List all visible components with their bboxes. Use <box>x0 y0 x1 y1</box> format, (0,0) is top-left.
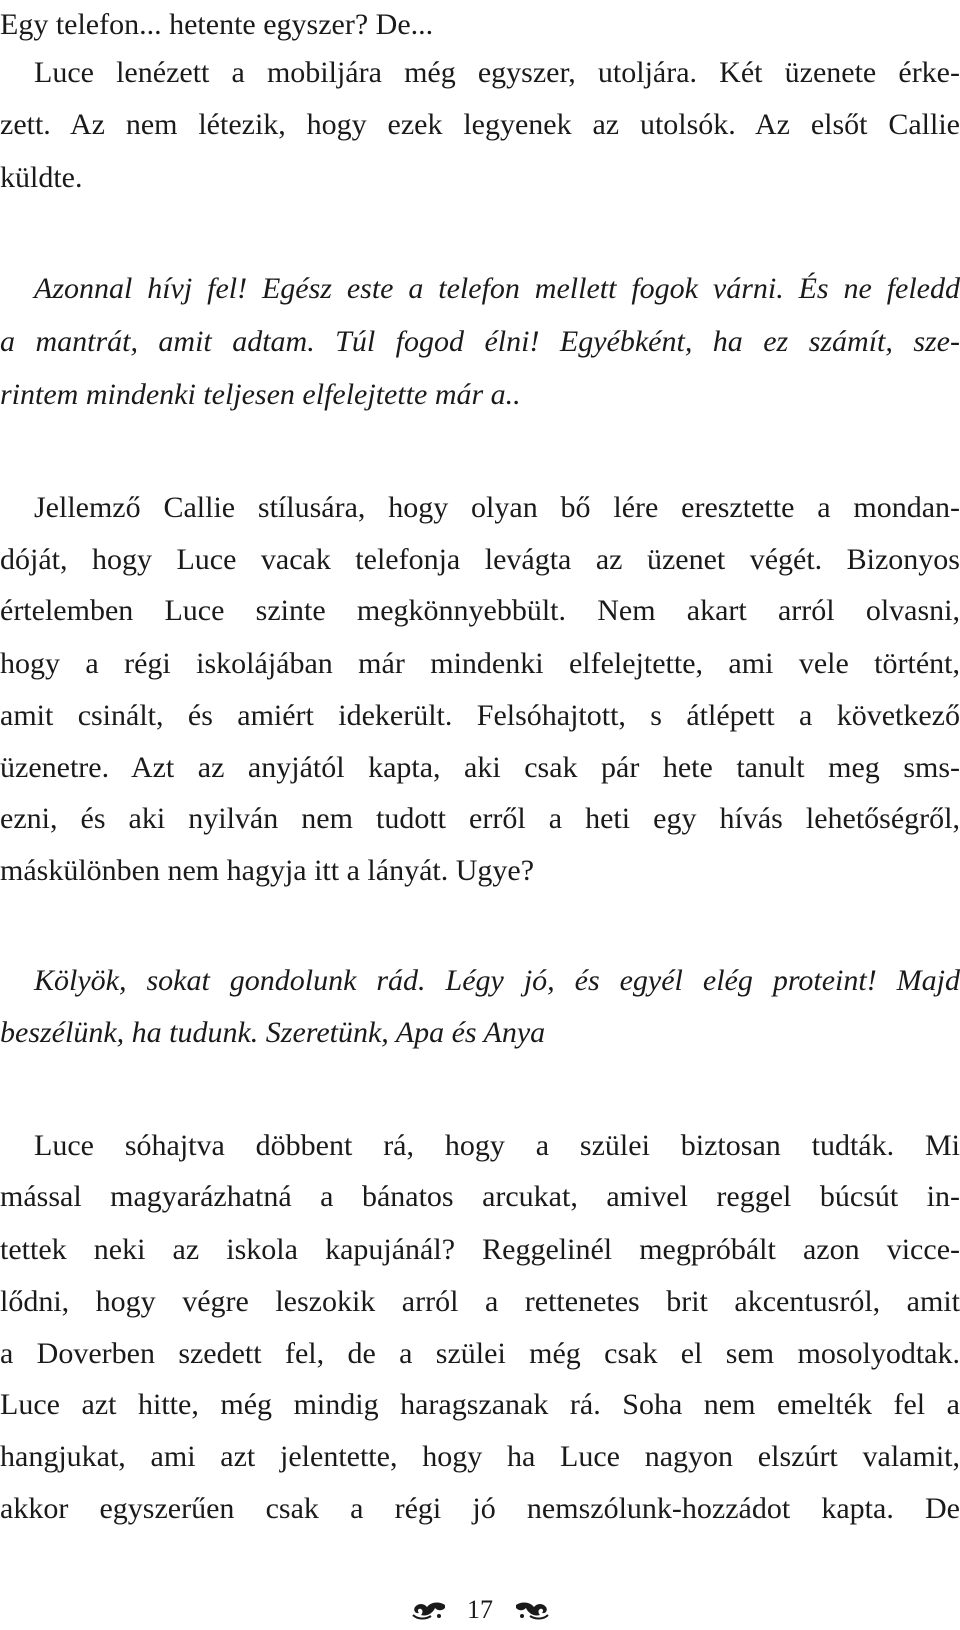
italic-line-4: Kölyök, sokat gondolunk rád. Légy jó, és egyél elég proteint! Majd <box>34 964 960 997</box>
text-line-20: akkor egyszerűen csak a régi jó nemszólunk-hozzádot kapta. De <box>0 1492 960 1525</box>
text-line-7: értelemben Luce szinte megkönnyebbült. Nem akart arról olvasni, <box>0 594 960 627</box>
text-line-10: üzenetre. Azt az anyjától kapta, aki csak pár hete tanult meg sms- <box>0 751 960 784</box>
text-line-12: máskülönben nem hagyja itt a lányát. Ugye? <box>0 854 535 887</box>
text-line-5: Jellemző Callie stílusára, hogy olyan bő lére eresztette a mondan- <box>34 491 960 524</box>
text-line-19: hangjukat, ami azt jelentette, hogy ha Luce nagyon elszúrt valamit, <box>0 1440 960 1473</box>
fleuron-right-icon <box>514 1599 552 1621</box>
italic-line-3: rintem mindenki teljesen elfelejtette már a.. <box>0 378 521 411</box>
text-line-9: amit csinált, és amiért idekerült. Felsóhajtott, s átlépett a következő <box>0 699 960 732</box>
text-line-3: zett. Az nem létezik, hogy ezek legyenek az utolsók. Az elsőt Callie <box>0 108 960 141</box>
italic-line-5: beszélünk, ha tudunk. Szeretünk, Apa és Anya <box>0 1016 546 1049</box>
text-line-6: dóját, hogy Luce vacak telefonja levágta az üzenet végét. Bizonyos <box>0 543 960 576</box>
text-line-16: lődni, hogy végre leszokik arról a rettenetes brit akcentusról, amit <box>0 1285 960 1318</box>
text-line-14: mással magyarázhatná a bánatos arcukat, amivel reggel búcsút in- <box>0 1180 960 1213</box>
text-line-8: hogy a régi iskolájában már mindenki elfelejtette, ami vele történt, <box>0 647 960 680</box>
text-line-1: Egy telefon... hetente egyszer? De... <box>0 8 434 41</box>
text-line-15: tettek neki az iskola kapujánál? Reggelinél megpróbált azon vicce- <box>0 1233 960 1266</box>
page-number: 17 <box>467 1595 493 1625</box>
page-footer <box>0 1588 960 1628</box>
text-line-13: Luce sóhajtva döbbent rá, hogy a szülei biztosan tudták. Mi <box>34 1129 960 1162</box>
text-line-4: küldte. <box>0 161 83 194</box>
text-line-11: ezni, és aki nyilván nem tudott erről a heti egy hívás lehetőségről, <box>0 802 960 835</box>
text-line-18: Luce azt hitte, még mindig haragszanak rá. Soha nem emelték fel a <box>0 1388 960 1421</box>
text-line-17: a Doverben szedett fel, de a szülei még csak el sem mosolyodtak. <box>0 1337 960 1370</box>
italic-line-2: a mantrát, amit adtam. Túl fogod élni! Egyébként, ha ez számít, sze- <box>0 325 960 358</box>
text-line-2: Luce lenézett a mobiljára még egyszer, utoljára. Két üzenete érke- <box>34 56 960 89</box>
fleuron-left-icon <box>409 1599 447 1621</box>
italic-line-1: Azonnal hívj fel! Egész este a telefon mellett fogok várni. És ne feledd <box>34 272 960 305</box>
